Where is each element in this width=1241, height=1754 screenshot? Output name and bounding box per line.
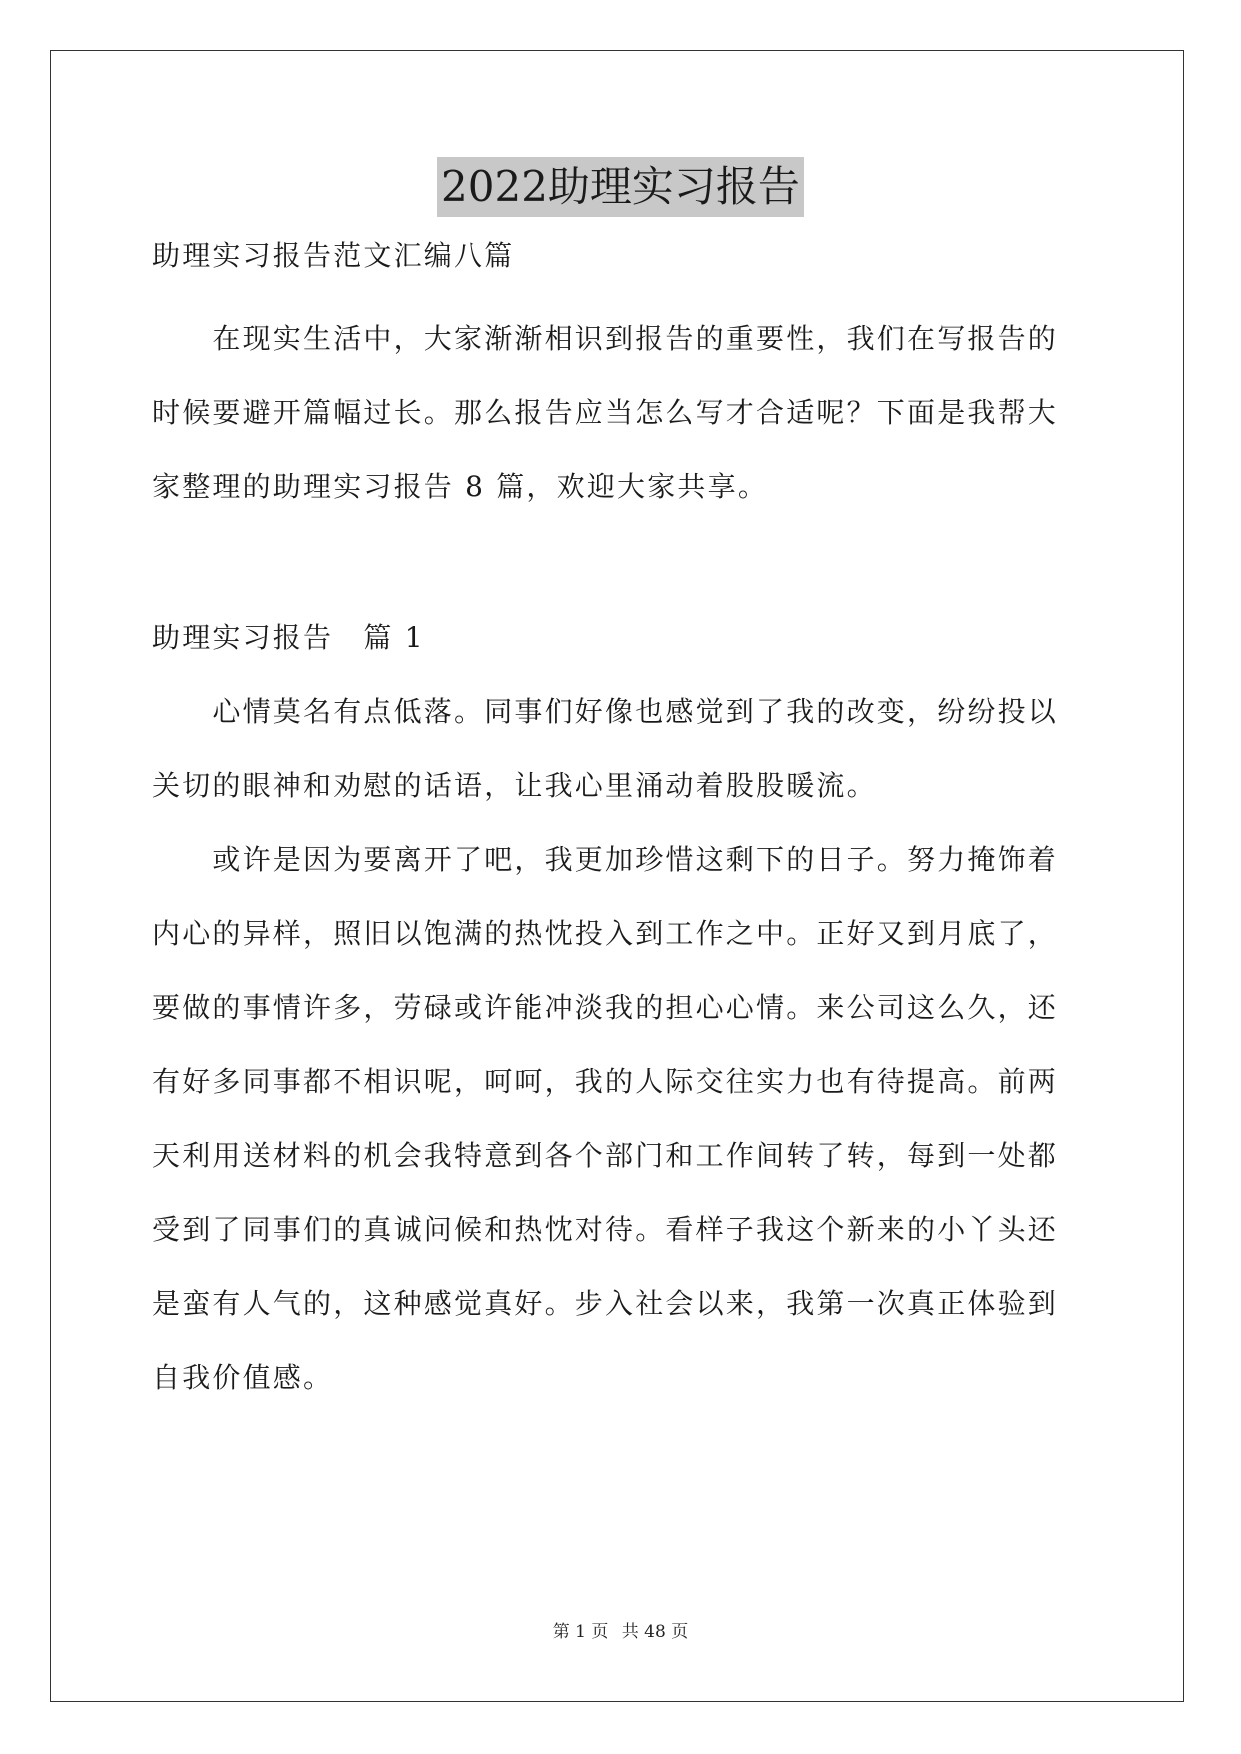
document-body	[152, 236, 1092, 1398]
paragraph-line: 受到了同事们的真诚问候和热忱对待。看样子我这个新来的小丫头还	[152, 1213, 1059, 1246]
paragraph-line: 是蛮有人气的，这种感觉真好。步入社会以来，我第一次真正体验到	[152, 1287, 1059, 1320]
page-total: 共 48 页	[621, 1622, 689, 1642]
subtitle: 助理实习报告范文汇编八篇	[152, 239, 515, 272]
paragraph-line: 内心的异样，照旧以饱满的热忱投入到工作之中。正好又到月底了，	[152, 917, 1059, 950]
intro-line: 时候要避开篇幅过长。那么报告应当怎么写才合适呢？下面是我帮大	[152, 396, 1059, 429]
title-container	[0, 157, 1241, 217]
section-heading: 助理实习报告 篇 1	[152, 621, 425, 654]
paragraph-line: 有好多同事都不相识呢，呵呵，我的人际交往实力也有待提高。前两	[152, 1065, 1059, 1098]
paragraph-line: 天利用送材料的机会我特意到各个部门和工作间转了转，每到一处都	[152, 1139, 1059, 1172]
paragraph-line: 自我价值感。	[152, 1361, 334, 1394]
paragraph-line: 或许是因为要离开了吧，我更加珍惜这剩下的日子。努力掩饰着	[152, 843, 1059, 876]
intro-line: 在现实生活中，大家渐渐相识到报告的重要性，我们在写报告的	[152, 322, 1059, 355]
page-number: 第 1 页	[552, 1622, 609, 1642]
document-title: 2022助理实习报告	[437, 157, 804, 217]
intro-line: 家整理的助理实习报告 8 篇，欢迎大家共享。	[152, 470, 769, 503]
page-footer	[0, 1620, 1241, 1644]
paragraph-line: 要做的事情许多，劳碌或许能冲淡我的担心心情。来公司这么久，还	[152, 991, 1059, 1024]
paragraph-line: 心情莫名有点低落。同事们好像也感觉到了我的改变，纷纷投以	[152, 695, 1059, 728]
paragraph-line: 关切的眼神和劝慰的话语，让我心里涌动着股股暖流。	[152, 769, 877, 802]
